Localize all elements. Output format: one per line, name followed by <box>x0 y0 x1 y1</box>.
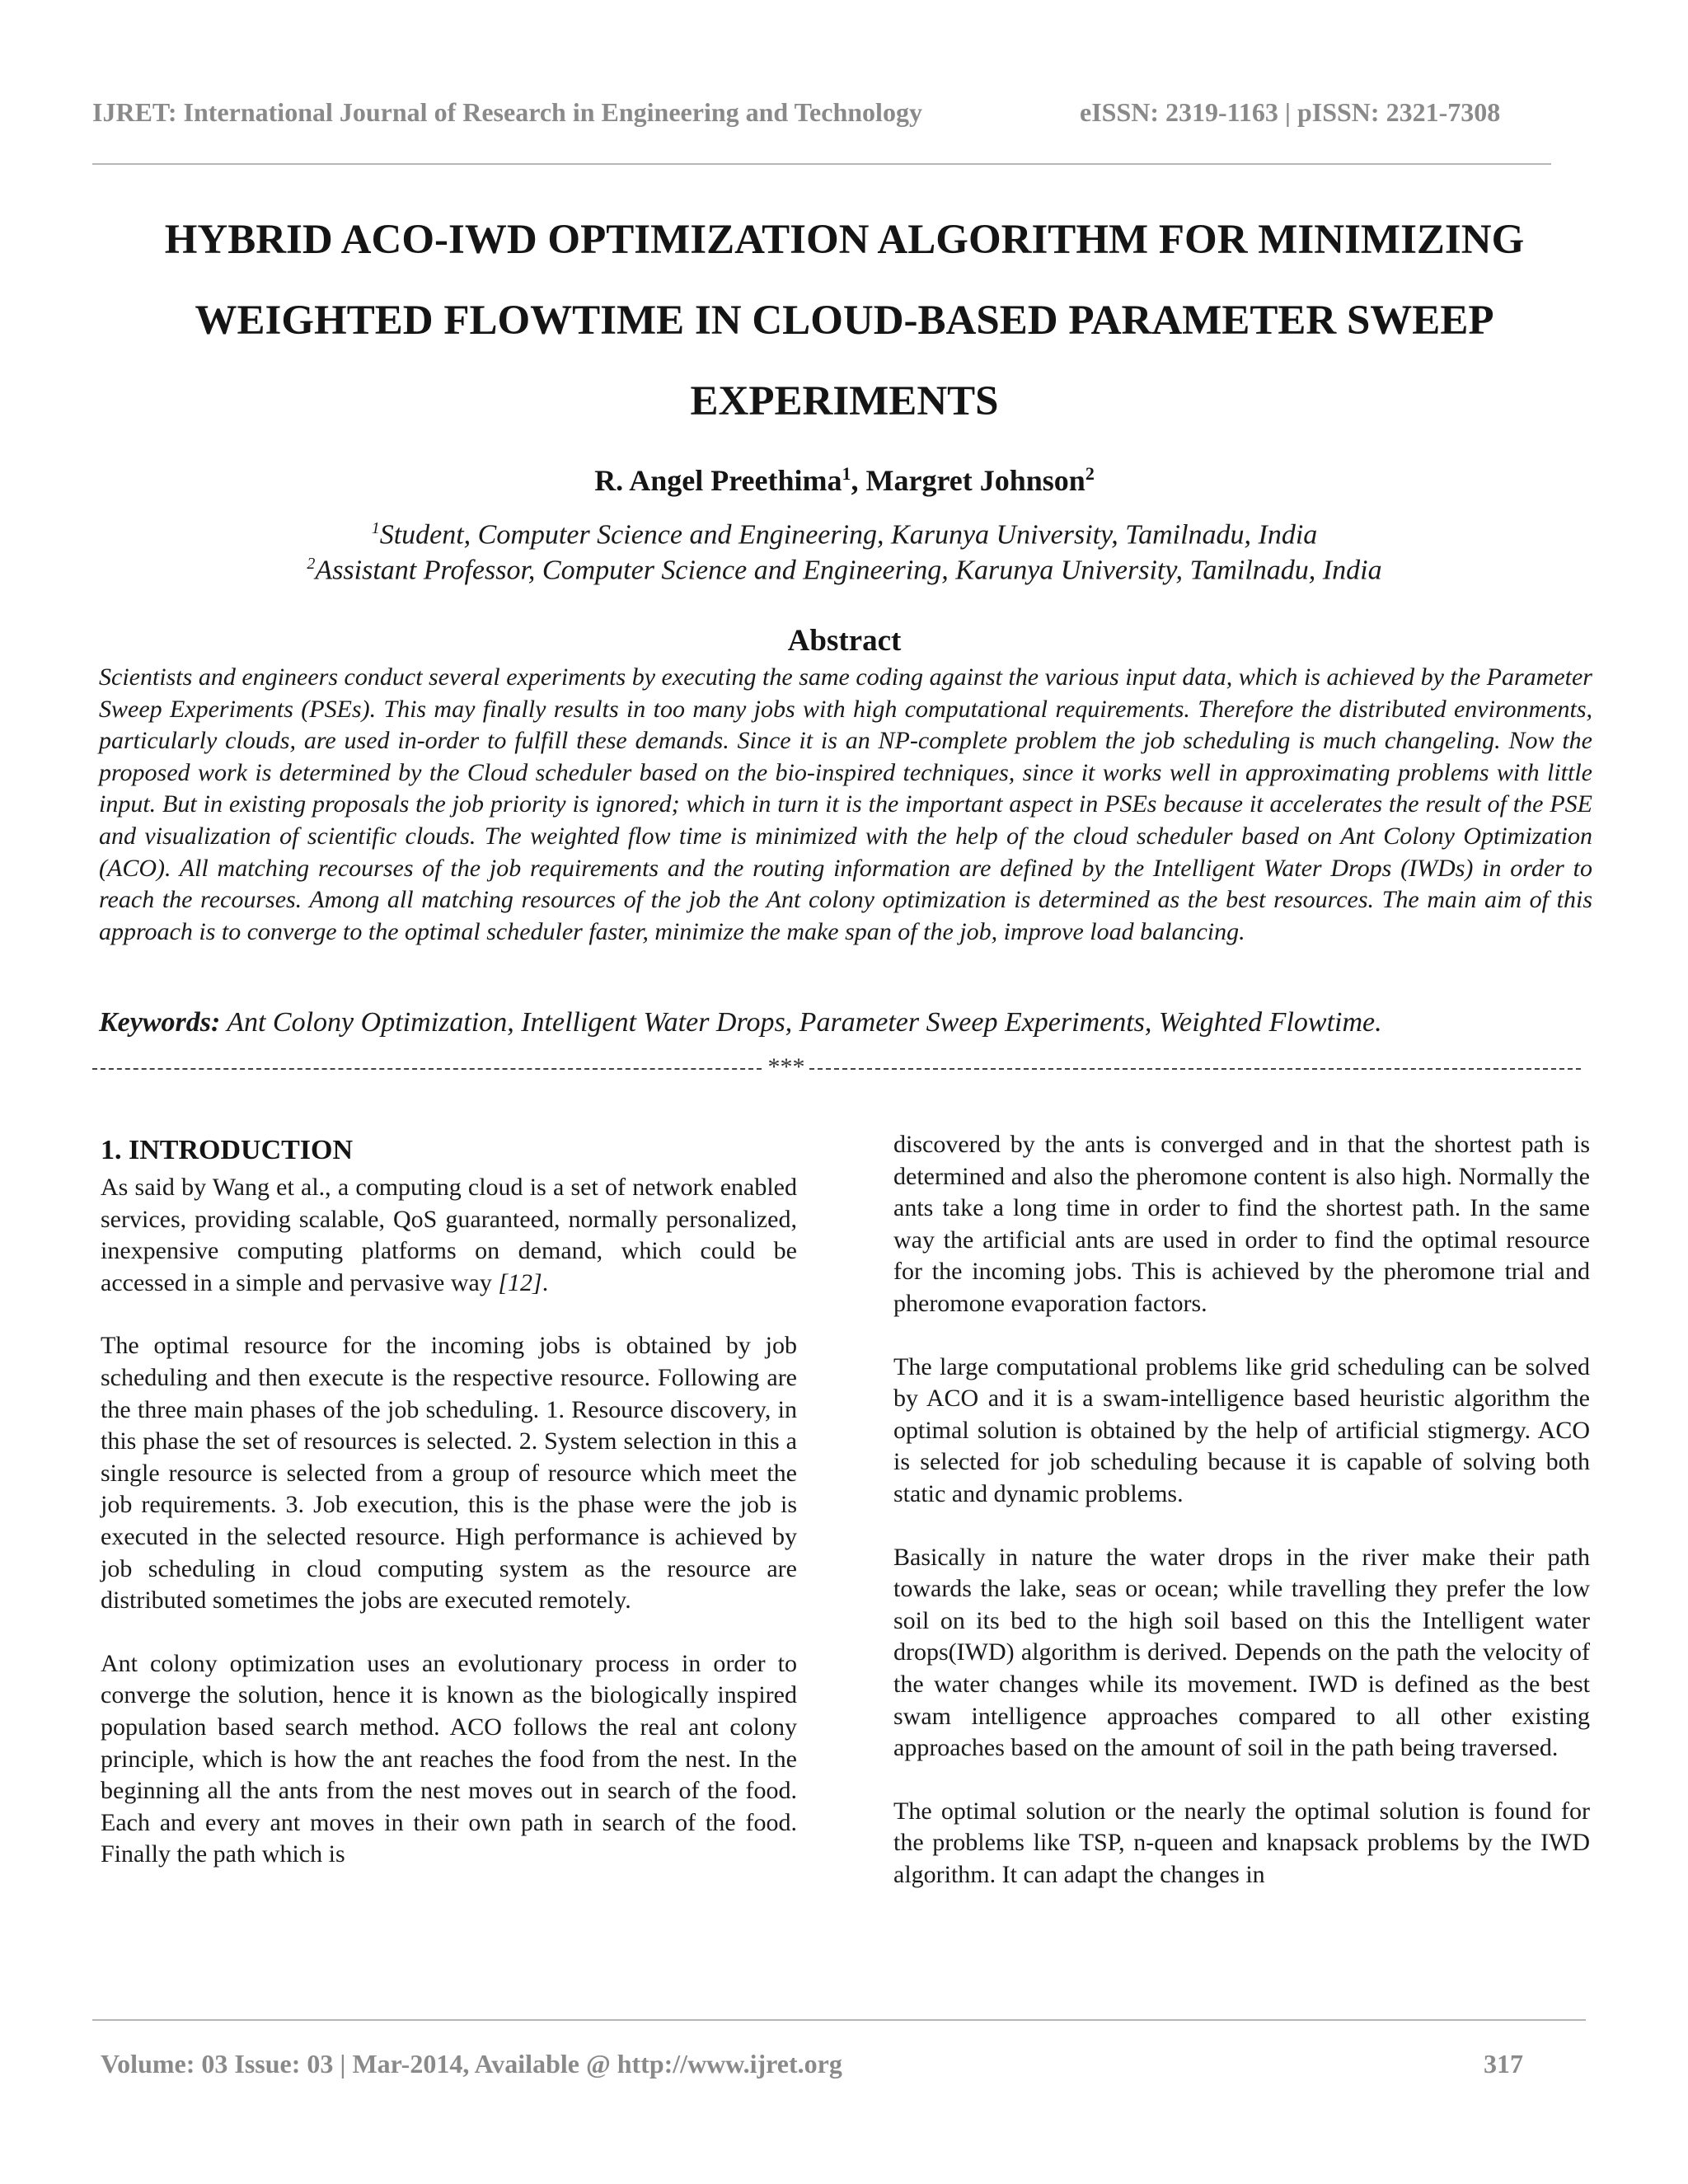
body-paragraph: The optimal solution or the nearly the optimal solution is found for the problems like TSP, n-queen and knapsack problems by the IWD algorithm. It can adapt the changes in <box>893 1797 1590 1888</box>
affiliation-text: Student, Computer Science and Engineering, Karunya University, Tamilnadu, India <box>379 519 1318 551</box>
author-separator: , <box>851 464 866 497</box>
keywords <box>99 1007 1592 1038</box>
paper-title: HYBRID ACO-IWD OPTIMIZATION ALGORITHM FOR MINIMIZING WEIGHTED FLOWTIME IN CLOUD-BASED PARAMETER SWEEP EXPERIMENTS <box>164 217 1525 424</box>
keywords-text: Ant Colony Optimization, Intelligent Water Drops, Parameter Sweep Experiments, Weighted Flowtime. <box>227 1007 1382 1038</box>
body-paragraph <box>101 1172 797 1299</box>
abstract-heading: Abstract <box>787 624 902 658</box>
author-name: R. Angel Preethima <box>594 464 842 497</box>
body-paragraph: Basically in nature the water drops in the river make their path towards the lake, seas or ocean; while travelling they prefer the low soil on its bed to the high soil based on this the Intelligent water drops(IWD) algorithm is derived. Depends on the path the velocity of the water changes while its movement. IWD is defined as the best swam intelligence approaches compared to all other existing approaches based on the amount of soil in the path being traversed. <box>893 1543 1590 1762</box>
abstract-text: Scientists and engineers conduct several experiments by executing the same coding against the various input data, which is achieved by the Parameter Sweep Experiments (PSEs). This may finally results in too many jobs with high computational requirements. Therefore the distributed environments, particularly clouds, are used in-order to fulfill these demands. Since it is an NP-complete problem the job scheduling is much changeling. Now the proposed work is determined by the Cloud scheduler based on the bio-inspired techniques, since it works well in approximating problems with little input. But in existing proposals the job priority is ignored; which in turn it is the important aspect in PSEs because it accelerates the result of the PSE and visualization of scientific clouds. The weighted flow time is minimized with the help of the cloud scheduler based on Ant Colony Optimization (ACO). All matching recourses of the job requirements and the routing information are defined by the Intelligent Water Drops (IWDs) in order to reach the recourses. Among all matching resources of the job the Ant colony optimization is determined as the best resources. The main aim of this approach is to converge to the optimal scheduler faster, minimize the make span of the job, improve load balancing. <box>99 663 1592 945</box>
citation: [12] <box>498 1268 542 1296</box>
author-mark: 2 <box>1085 463 1095 484</box>
section-heading: 1. INTRODUCTION <box>101 1135 354 1165</box>
body-paragraph: The optimal resource for the incoming jobs is obtained by job scheduling and then execute is the respective resource. Following are the three main phases of the job scheduling. 1. Resource discovery, in this phase the set of resources is selected. 2. System selection in this a single resource is selected from a group of resource which meet the job requirements. 3. Job execution, this is the phase were the job is executed in the selected resource. High performance is achieved by job scheduling in cloud computing system as the resource are distributed sometimes the jobs are executed remotely. <box>101 1332 797 1615</box>
right-column <box>893 1129 1590 1891</box>
separator-dashes-right <box>809 1068 1581 1070</box>
author-name: Margret Johnson <box>865 464 1085 497</box>
section-separator <box>92 1053 1581 1081</box>
keywords-label: Keywords: <box>99 1007 221 1038</box>
author-mark: 1 <box>842 463 851 484</box>
left-column <box>101 1134 797 1871</box>
separator-dashes-left <box>92 1068 762 1070</box>
author-list <box>92 463 1597 498</box>
page-number: 317 <box>1484 2049 1523 2079</box>
issn-info: eISSN: 2319-1163 | pISSN: 2321-7308 <box>1080 97 1501 127</box>
journal-name: IJRET: International Journal of Research in Engineering and Technology <box>92 97 922 127</box>
affiliation-mark: 1 <box>371 519 380 537</box>
body-paragraph: The large computational problems like grid scheduling can be solved by ACO and it is a swam-intelligence based heuristic algorithm the optimal solution is obtained by the help of artificial stigmergy. ACO is selected for job scheduling because it is capable of solving both static and dynamic problems. <box>893 1352 1590 1507</box>
affiliation-text: Assistant Professor, Computer Science and Engineering, Karunya University, Tamilnadu, India <box>315 555 1382 586</box>
affiliation <box>92 555 1597 586</box>
body-paragraph: discovered by the ants is converged and in that the shortest path is determined and also the pheromone content is also high. Normally the ants take a long time in order to find the shortest path. In the same way the artificial ants are used in order to find the optimal resource for the incoming jobs. This is achieved by the pheromone trial and pheromone evaporation factors. <box>893 1131 1590 1317</box>
footer-rule <box>92 2019 1586 2021</box>
paragraph-text: . <box>542 1268 549 1296</box>
paragraph-text: As said by Wang et al., a computing cloud is a set of network enabled services, providing scalable, QoS guaranteed, normally personalized, inexpensive computing platforms on demand, which could be accessed in a simple and pervasive way <box>101 1174 797 1296</box>
header-rule <box>92 163 1551 165</box>
affiliation-mark: 2 <box>307 555 316 573</box>
separator-stars: *** <box>767 1053 805 1080</box>
body-paragraph: Ant colony optimization uses an evolutionary process in order to converge the solution, hence it is known as the biologically inspired population based search method. ACO follows the real ant colony principle, which is how the ant reaches the food from the nest. In the beginning all the ants from the nest moves out in search of the food. Each and every ant moves in their own path in search of the food. Finally the path which is <box>101 1649 797 1868</box>
affiliation <box>92 519 1597 551</box>
volume-info: Volume: 03 Issue: 03 | Mar-2014, Available @ http://www.ijret.org <box>101 2049 842 2079</box>
